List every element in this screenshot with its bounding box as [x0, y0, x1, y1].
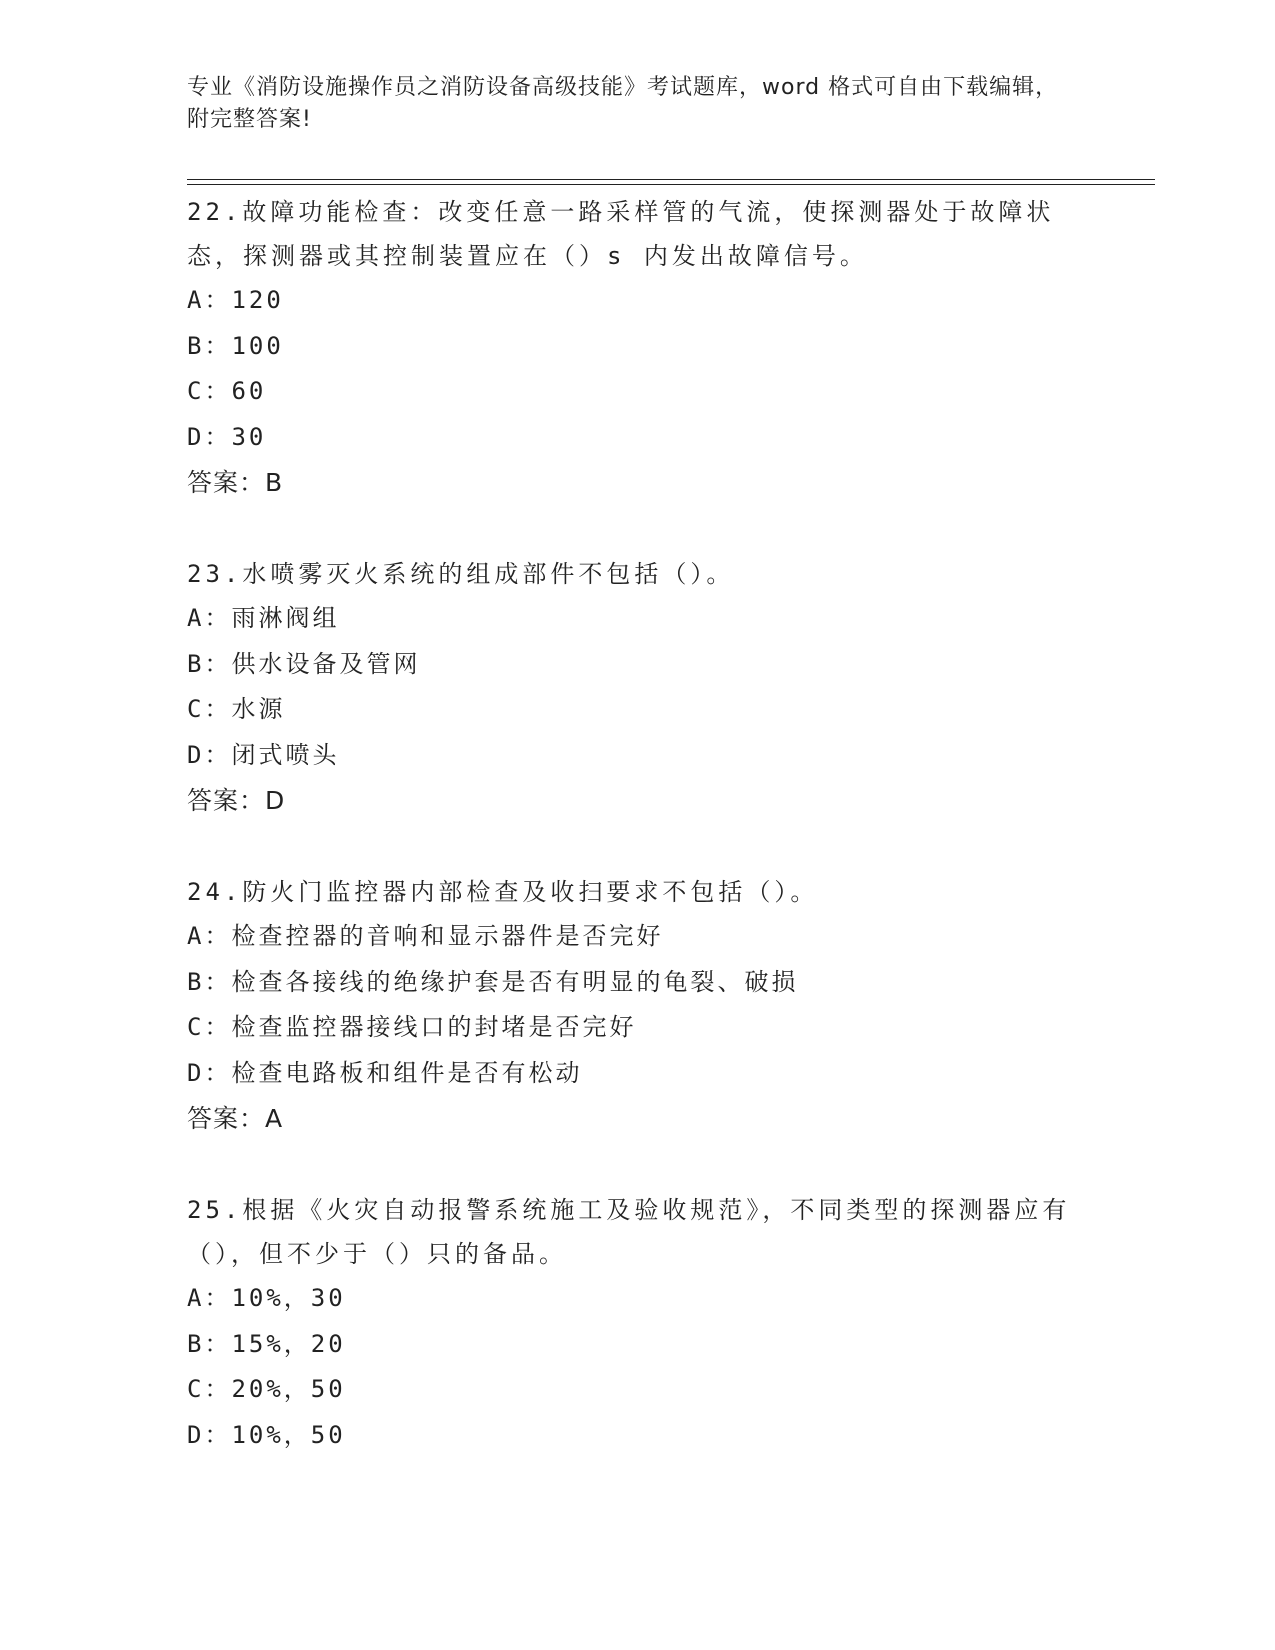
- option-c: C：60: [187, 377, 267, 405]
- question-list: [187, 190, 1087, 1458]
- answer-line: 答案：D: [187, 786, 286, 815]
- header-divider-top: [187, 179, 1155, 180]
- option-a: A：雨淋阀组: [187, 604, 340, 632]
- option-c: C：20%，50: [187, 1375, 346, 1403]
- question-23: [187, 552, 1087, 823]
- question-24: [187, 870, 1087, 1141]
- question-stem: 24.防火门监控器内部检查及收扫要求不包括（）。: [187, 878, 819, 906]
- option-b: B：检查各接线的绝缘护套是否有明显的龟裂、破损: [187, 967, 799, 996]
- question-22: [187, 190, 1087, 505]
- option-d: D：10%，50: [187, 1420, 346, 1449]
- header-divider-bottom: [187, 184, 1155, 185]
- answer-line: 答案：B: [187, 468, 284, 497]
- option-c: C：水源: [187, 695, 286, 723]
- answer-line: 答案：A: [187, 1104, 284, 1133]
- option-a: A：检查控器的音响和显示器件是否完好: [187, 922, 664, 950]
- option-c: C：检查监控器接线口的封堵是否完好: [187, 1013, 637, 1041]
- question-stem: 22.故障功能检查：改变任意一路采样管的气流，使探测器处于故障状态，探测器或其控制装置应在（）s 内发出故障信号。: [187, 198, 1055, 270]
- option-b: B：100: [187, 331, 284, 360]
- option-a: A：120: [187, 286, 284, 314]
- document-header: 专业《消防设施操作员之消防设备高级技能》考试题库，word 格式可自由下载编辑，附完整答案!: [187, 75, 1059, 132]
- option-d: D：闭式喷头: [187, 740, 340, 769]
- question-25: [187, 1188, 1087, 1458]
- option-b: B：15%，20: [187, 1329, 346, 1358]
- option-d: D：检查电路板和组件是否有松动: [187, 1058, 583, 1087]
- option-b: B：供水设备及管网: [187, 649, 421, 678]
- question-stem: 25.根据《火灾自动报警系统施工及验收规范》，不同类型的探测器应有（），但不少于（）只的备品。: [187, 1196, 1071, 1268]
- option-a: A：10%，30: [187, 1284, 346, 1312]
- question-stem: 23.水喷雾灭火系统的组成部件不包括（）。: [187, 560, 735, 588]
- option-d: D：30: [187, 422, 267, 451]
